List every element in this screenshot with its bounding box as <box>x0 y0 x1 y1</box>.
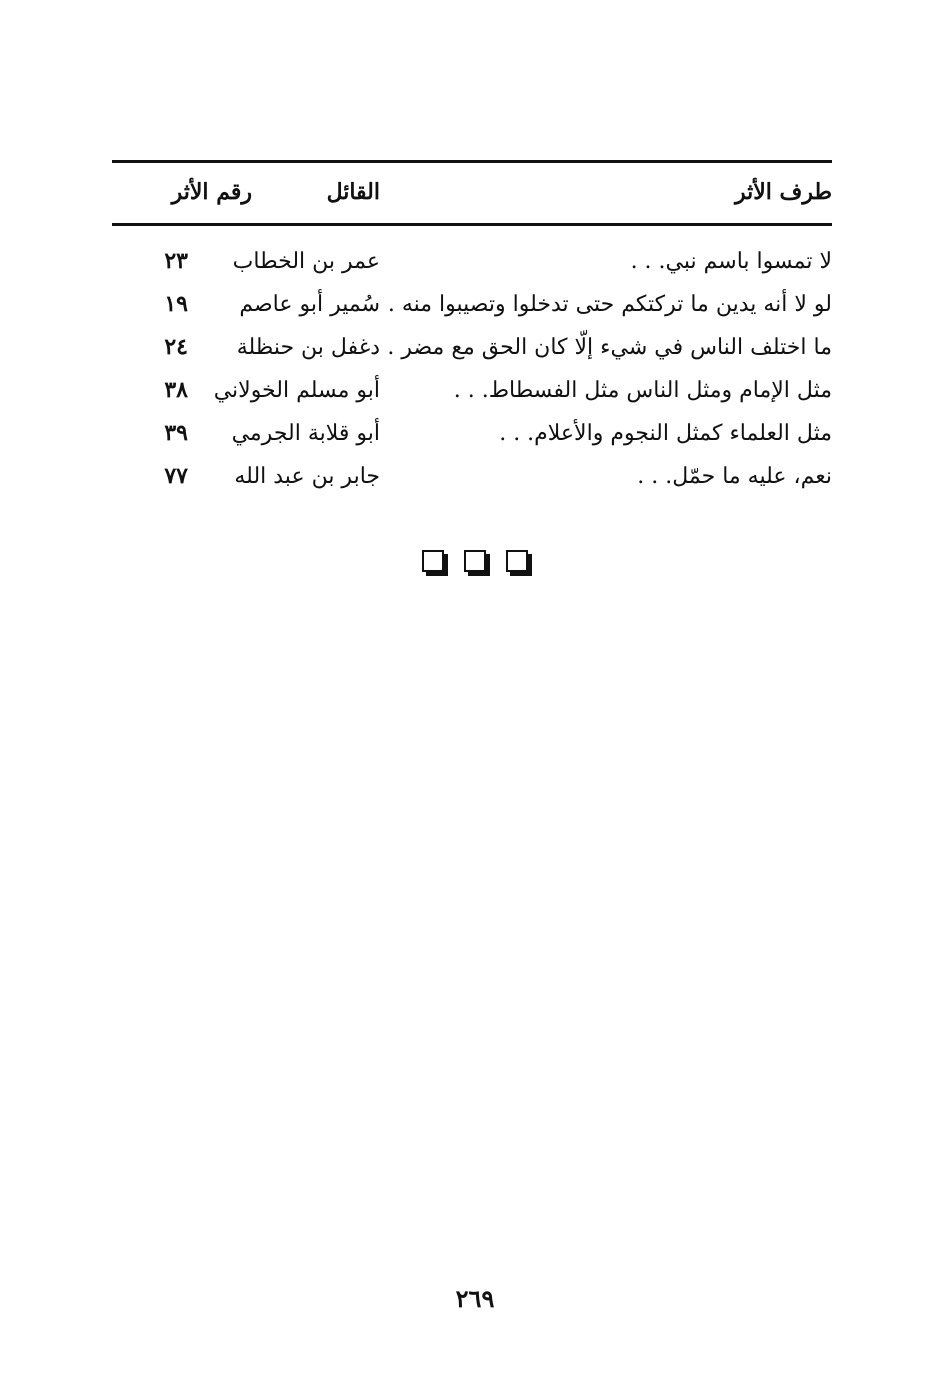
row-sayer: أبو مسلم الخولاني <box>213 378 380 403</box>
table-row <box>112 455 832 498</box>
header-trait: طرف الأثر <box>734 179 832 205</box>
table-header-row <box>112 163 832 223</box>
table-body <box>112 226 832 498</box>
table-row <box>112 326 832 369</box>
row-sayer: سُمير أبو عاصم <box>239 292 380 317</box>
page-number: ٢٦٩ <box>455 1284 495 1313</box>
row-sayer: دغفل بن حنظلة <box>236 335 380 360</box>
row-trait: ما اختلف الناس في شيء إلّا كان الحق مع مضر . <box>387 335 832 360</box>
row-sayer: عمر بن الخطاب <box>232 249 380 274</box>
row-trait: نعم، عليه ما حمّل. . . <box>637 464 832 489</box>
three-boxes-ornament-icon <box>422 546 528 576</box>
row-number: ٢٣ <box>164 248 188 274</box>
row-number: ٣٩ <box>164 420 188 446</box>
row-number: ٧٧ <box>164 463 188 489</box>
row-sayer: أبو قلابة الجرمي <box>231 421 380 446</box>
row-number: ٢٤ <box>164 334 188 360</box>
row-trait: مثل الإمام ومثل الناس مثل الفسطاط. . . <box>453 378 832 403</box>
row-trait: مثل العلماء كمثل النجوم والأعلام. . . <box>499 421 832 446</box>
table-row <box>112 412 832 455</box>
table-row <box>112 283 832 326</box>
row-number: ١٩ <box>164 291 188 317</box>
table-row <box>112 369 832 412</box>
table-row <box>112 240 832 283</box>
header-number: رقم الأثر <box>171 179 252 205</box>
header-sayer: القائل <box>326 179 380 205</box>
row-number: ٣٨ <box>164 377 188 403</box>
athar-index-table <box>112 160 832 498</box>
box-icon <box>464 550 486 572</box>
row-trait: لو لا أنه يدين ما تركتكم حتى تدخلوا وتصيبوا منه . <box>387 292 832 317</box>
row-trait: لا تمسوا باسم نبي. . . <box>630 249 832 274</box>
box-icon <box>506 550 528 572</box>
row-sayer: جابر بن عبد الله <box>234 464 380 489</box>
box-icon <box>422 550 444 572</box>
